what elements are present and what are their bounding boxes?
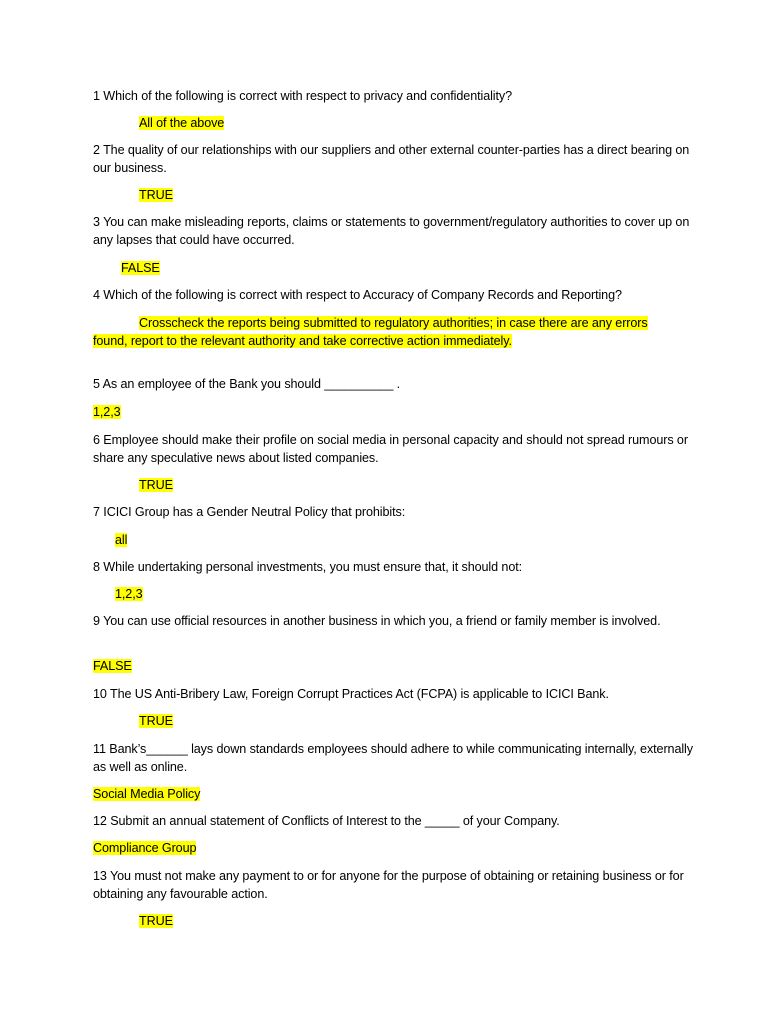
question-text: 9 You can use official resources in another business in which you, a friend or family member is involved. <box>93 614 661 628</box>
question-8 <box>93 558 693 576</box>
answer-1 <box>139 114 739 132</box>
answer-highlight: All of the above <box>139 116 225 130</box>
question-13 <box>93 867 693 903</box>
answer-highlight: Crosscheck the reports being submitted to regulatory authorities; in case there are any errors found, report to the relevant authority and take corrective action immediately. <box>93 316 648 348</box>
answer-6 <box>139 476 739 494</box>
question-4 <box>93 286 693 304</box>
question-9 <box>93 612 693 630</box>
answer-8 <box>115 585 715 603</box>
question-text: 5 As an employee of the Bank you should __________ . <box>93 377 401 391</box>
question-3 <box>93 213 693 249</box>
question-text: 13 You must not make any payment to or for anyone for the purpose of obtaining or retaining business or for obtaining any favourable action. <box>93 869 684 901</box>
question-text: 8 While undertaking personal investments, you must ensure that, it should not: <box>93 560 523 574</box>
answer-highlight: TRUE <box>139 478 173 492</box>
answer-2 <box>139 186 739 204</box>
answer-highlight: FALSE <box>121 261 160 275</box>
answer-3 <box>121 259 721 277</box>
question-text: 10 The US Anti-Bribery Law, Foreign Corrupt Practices Act (FCPA) is applicable to ICICI Bank. <box>93 687 609 701</box>
question-6 <box>93 431 693 467</box>
answer-11 <box>93 785 693 803</box>
question-text: 2 The quality of our relationships with our suppliers and other external counter-parties has a direct bearing on our business. <box>93 143 690 175</box>
answer-13 <box>139 912 739 930</box>
question-11 <box>93 740 693 776</box>
answer-highlight: Compliance Group <box>93 841 197 855</box>
question-text: 7 ICICI Group has a Gender Neutral Policy that prohibits: <box>93 505 406 519</box>
answer-highlight: 1,2,3 <box>115 587 143 601</box>
question-text: 4 Which of the following is correct with respect to Accuracy of Company Records and Reporting? <box>93 288 622 302</box>
answer-12 <box>93 839 693 857</box>
answer-highlight: Social Media Policy <box>93 787 201 801</box>
answer-highlight: TRUE <box>139 914 173 928</box>
answer-10 <box>139 712 739 730</box>
answer-7 <box>115 531 715 549</box>
answer-4 <box>93 314 653 350</box>
answer-9 <box>93 657 693 675</box>
question-7 <box>93 503 693 521</box>
question-text: 3 You can make misleading reports, claims or statements to government/regulatory authorities to cover up on any lapses that could have occurred. <box>93 215 690 247</box>
answer-highlight: FALSE <box>93 659 132 673</box>
question-text: 1 Which of the following is correct with respect to privacy and confidentiality? <box>93 89 512 103</box>
question-text: 11 Bank’s______ lays down standards employees should adhere to while communicating internally, externally as well as online. <box>93 742 693 774</box>
question-10 <box>93 685 693 703</box>
answer-highlight: 1,2,3 <box>93 405 121 419</box>
answer-highlight: all <box>115 533 128 547</box>
answer-5 <box>93 403 693 421</box>
answer-highlight: TRUE <box>139 188 173 202</box>
question-text: 6 Employee should make their profile on social media in personal capacity and should not spread rumours or share any speculative news about listed companies. <box>93 433 688 465</box>
question-text: 12 Submit an annual statement of Conflicts of Interest to the _____ of your Company. <box>93 814 560 828</box>
question-5 <box>93 375 693 393</box>
question-1 <box>93 87 693 105</box>
answer-highlight: TRUE <box>139 714 173 728</box>
question-2 <box>93 141 693 177</box>
question-12 <box>93 812 693 830</box>
